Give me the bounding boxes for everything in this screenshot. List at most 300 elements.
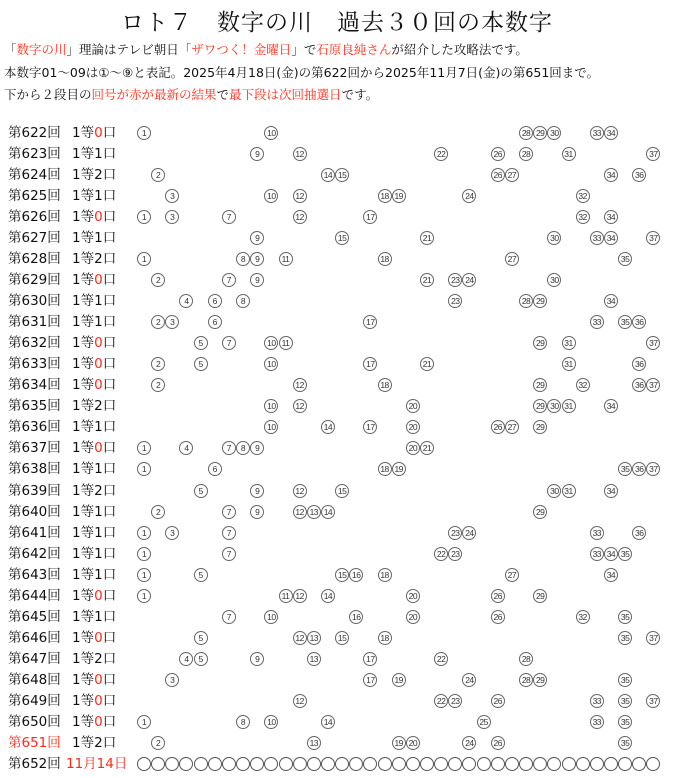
first-prize-winners [72,649,116,670]
drawn-number-circle: 5 [194,568,208,582]
highlight-text: 数字の川 [16,42,67,57]
drawn-number-circle: 18 [378,568,392,582]
winners-count: 1 [94,146,103,163]
drawn-number-circle: 13 [307,505,321,519]
drawn-number-circle: 9 [250,252,264,266]
drawn-number-circle: 35 [618,715,632,729]
drawn-number-circle: 28 [519,673,533,687]
draw-row [0,249,674,270]
winners-suffix: 口 [102,251,117,268]
drawn-number-circle: 12 [293,147,307,161]
drawn-number-circle: 32 [576,189,590,203]
drawn-number-circle: 4 [179,441,193,455]
winners-suffix: 口 [102,503,117,520]
drawn-number-circle: 26 [491,694,505,708]
drawn-number-circle: 21 [420,231,434,245]
drawn-number-circle: 8 [236,294,250,308]
draw-number-label: 第643回 [8,566,61,583]
drawn-number-circle: 18 [378,631,392,645]
drawn-number-circle: 27 [505,252,519,266]
draw-number-label: 第625回 [8,188,61,205]
drawn-number-circle: 18 [378,378,392,392]
winners-prefix: 1等 [72,608,95,625]
winners-prefix: 1等 [72,377,95,394]
drawn-number-circle: 35 [618,673,632,687]
drawn-number-circle: 21 [420,441,434,455]
empty-circle-icon [250,757,264,771]
drawn-number-circle: 10 [264,357,278,371]
drawn-number-circle: 20 [406,420,420,434]
draw-number-label: 第631回 [8,314,61,331]
page-title: ロト７ 数字の川 過去３０回の本数字 [121,10,553,36]
draw-number-label: 第641回 [8,524,61,541]
draw-number-label: 第632回 [8,335,61,352]
drawn-number-circle: 30 [547,126,561,140]
drawn-number-circle: 31 [562,399,576,413]
drawn-number-circle: 3 [165,673,179,687]
empty-circle-icon [151,757,165,771]
drawn-number-circle: 19 [392,462,406,476]
drawn-number-circle: 30 [547,273,561,287]
drawn-number-circle: 10 [264,336,278,350]
drawn-number-circle: 4 [179,652,193,666]
drawn-number-circle: 2 [151,736,165,750]
drawn-number-circle: 7 [222,526,236,540]
drawn-number-circle: 24 [462,736,476,750]
winners-suffix: 口 [102,398,117,415]
first-prize-winners [72,607,116,628]
winners-suffix: 口 [102,566,117,583]
drawn-number-circle: 26 [491,147,505,161]
draw-number-label: 第628回 [8,251,61,268]
drawn-number-circle: 24 [462,189,476,203]
drawn-number-circle: 7 [222,505,236,519]
winners-suffix: 口 [102,440,117,457]
drawn-number-circle: 36 [632,526,646,540]
winners-count: 0 [94,356,103,373]
drawn-number-circle: 17 [363,673,377,687]
winners-suffix: 口 [102,377,117,394]
intro-text: が紹介した攻略法です。 [391,42,528,57]
empty-circle-icon [321,757,335,771]
draw-row [0,628,674,649]
drawn-number-circle: 35 [618,315,632,329]
winners-prefix: 1等 [72,188,95,205]
draw-row [0,312,674,333]
draw-row [0,544,674,565]
drawn-number-circle: 15 [335,484,349,498]
highlight-text: ザワつく！金曜日 [191,42,292,57]
winners-prefix: 1等 [72,314,95,331]
drawn-number-circle: 30 [547,484,561,498]
drawn-number-circle: 10 [264,189,278,203]
empty-circle-icon [533,757,547,771]
drawn-number-circle: 24 [462,526,476,540]
winners-prefix: 1等 [72,251,95,268]
winners-count: 0 [94,440,103,457]
drawn-number-circle: 7 [222,610,236,624]
winners-prefix: 1等 [72,482,95,499]
intro-text: 」で [291,42,317,57]
drawn-number-circle: 27 [505,568,519,582]
first-prize-winners [72,165,116,186]
draw-row [0,417,674,438]
draw-number-label: 第622回 [8,125,61,141]
winners-prefix: 1等 [72,545,95,562]
first-prize-winners [72,438,116,459]
draw-row [0,649,674,670]
drawn-number-circle: 23 [448,273,462,287]
draw-row [0,396,674,417]
winners-count: 1 [94,419,103,436]
drawn-number-circle: 1 [137,568,151,582]
first-prize-winners [72,291,116,312]
drawn-number-circle: 12 [293,378,307,392]
drawn-number-circle: 37 [646,631,660,645]
empty-circle-icon [349,757,363,771]
empty-circle-icon [222,757,236,771]
drawn-number-circle: 36 [632,357,646,371]
drawn-number-circle: 2 [151,168,165,182]
drawn-number-circle: 11 [279,252,293,266]
drawn-number-circle: 3 [165,526,179,540]
draw-number-label: 第646回 [8,629,61,646]
draw-number-label: 第648回 [8,671,61,688]
drawn-number-circle: 2 [151,505,165,519]
draw-row [0,691,674,712]
winners-count: 0 [94,377,103,394]
winners-count: 0 [94,335,103,352]
drawn-number-circle: 20 [406,589,420,603]
winners-count: 1 [94,566,103,583]
drawn-number-circle: 7 [222,336,236,350]
drawn-number-circle: 31 [562,336,576,350]
winners-count: 1 [94,293,103,310]
empty-circle-icon [179,757,193,771]
drawn-number-circle: 37 [646,336,660,350]
drawn-number-circle: 9 [250,231,264,245]
winners-suffix: 口 [102,314,117,331]
winners-count: 0 [94,671,103,688]
drawn-number-circle: 32 [576,378,590,392]
draw-number-label: 第627回 [8,230,61,247]
drawn-number-circle: 33 [590,547,604,561]
drawn-number-circle: 14 [321,420,335,434]
drawn-number-circle: 24 [462,273,476,287]
drawn-number-circle: 10 [264,126,278,140]
drawn-number-circle: 36 [632,168,646,182]
drawn-number-circle: 26 [491,420,505,434]
empty-circle-icon [406,757,420,771]
drawn-number-circle: 33 [590,694,604,708]
drawn-number-circle: 25 [477,715,491,729]
drawn-number-circle: 21 [420,273,434,287]
winners-suffix: 口 [102,629,117,646]
drawn-number-circle: 35 [618,547,632,561]
first-prize-winners [72,502,116,523]
drawn-number-circle: 22 [434,694,448,708]
empty-circle-icon [392,757,406,771]
winners-suffix: 口 [102,524,117,541]
drawn-number-circle: 37 [646,462,660,476]
winners-prefix: 1等 [72,146,95,163]
drawn-number-circle: 12 [293,589,307,603]
drawn-number-circle: 33 [590,715,604,729]
empty-circle-icon [519,757,533,771]
drawn-number-circle: 1 [137,441,151,455]
drawn-number-circle: 22 [434,652,448,666]
drawn-number-circle: 34 [604,126,618,140]
winners-suffix: 口 [102,692,117,709]
drawn-number-circle: 30 [547,399,561,413]
drawn-number-circle: 15 [335,631,349,645]
first-prize-winners [72,312,116,333]
drawn-number-circle: 1 [137,462,151,476]
winners-prefix: 1等 [72,440,95,457]
drawn-number-circle: 34 [604,568,618,582]
draw-number-label: 第651回 [8,734,61,751]
winners-prefix: 1等 [72,461,95,478]
empty-circle-icon [434,757,448,771]
drawn-number-circle: 23 [448,526,462,540]
drawn-number-circle: 19 [392,673,406,687]
drawn-number-circle: 14 [321,715,335,729]
empty-circle-icon [505,757,519,771]
drawn-number-circle: 29 [533,505,547,519]
drawn-number-circle: 33 [590,526,604,540]
empty-circle-icon [646,757,660,771]
draw-row [0,502,674,523]
drawn-number-circle: 10 [264,610,278,624]
winners-prefix: 1等 [72,713,95,730]
winners-prefix: 1等 [72,272,95,289]
draw-row [0,607,674,628]
draw-number-label: 第640回 [8,503,61,520]
drawn-number-circle: 31 [562,147,576,161]
drawn-number-circle: 5 [194,631,208,645]
drawn-number-circle: 26 [491,589,505,603]
first-prize-winners [72,628,116,649]
winners-suffix: 口 [102,419,117,436]
drawn-number-circle: 1 [137,589,151,603]
drawn-number-circle: 1 [137,210,151,224]
empty-circle-icon [632,757,646,771]
first-prize-winners [72,123,116,144]
winners-prefix: 1等 [72,587,95,604]
drawn-number-circle: 35 [618,610,632,624]
draw-row [0,165,674,186]
drawn-number-circle: 3 [165,315,179,329]
draw-number-label: 第624回 [8,167,61,184]
first-prize-winners [72,186,116,207]
drawn-number-circle: 9 [250,441,264,455]
empty-circle-icon [448,757,462,771]
drawn-number-circle: 9 [250,505,264,519]
drawn-number-circle: 31 [562,357,576,371]
first-prize-winners [72,481,116,502]
draw-row [0,270,674,291]
drawn-number-circle: 27 [505,420,519,434]
drawn-number-circle: 35 [618,252,632,266]
empty-circle-icon [236,757,250,771]
drawn-number-circle: 31 [562,484,576,498]
drawn-number-circle: 29 [533,336,547,350]
drawn-number-circle: 12 [293,399,307,413]
drawn-number-circle: 36 [632,378,646,392]
intro-text: 「 [4,42,17,57]
drawn-number-circle: 34 [604,210,618,224]
intro-text: 本数字01～09は①～⑨と表記。2025年4月18日(金)の第622回から2025年11月7日(金)の第651回まで。 [4,65,600,80]
winners-suffix: 口 [102,587,117,604]
winners-count: 0 [94,125,103,141]
empty-circle-icon [562,757,576,771]
drawn-number-circle: 2 [151,315,165,329]
drawn-number-circle: 32 [576,210,590,224]
drawn-number-circle: 16 [349,610,363,624]
next-draw-label: 第652回 [8,755,61,772]
winners-count: 2 [94,734,103,751]
drawn-number-circle: 12 [293,505,307,519]
drawn-number-circle: 29 [533,420,547,434]
winners-count: 1 [94,524,103,541]
winners-suffix: 口 [102,482,117,499]
draw-row [0,481,674,502]
drawn-number-circle: 35 [618,736,632,750]
drawn-number-circle: 26 [491,610,505,624]
draw-number-label: 第629回 [8,272,61,289]
first-prize-winners [72,354,116,375]
first-prize-winners [72,733,116,754]
empty-circle-icon [293,757,307,771]
winners-count: 2 [94,482,103,499]
empty-circle-icon [477,757,491,771]
drawn-number-circle: 10 [264,715,278,729]
empty-circle-icon [420,757,434,771]
first-prize-winners [72,207,116,228]
winners-count: 1 [94,314,103,331]
winners-suffix: 口 [102,671,117,688]
winners-prefix: 1等 [72,293,95,310]
empty-circle-icon [194,757,208,771]
highlight-text: 石原良純さん [316,42,392,57]
draw-number-label: 第638回 [8,461,61,478]
draw-row [0,354,674,375]
intro-text: 」理論はテレビ朝日「 [66,42,192,57]
winners-prefix: 1等 [72,230,95,247]
first-prize-winners [72,270,116,291]
highlight-text: 回号が赤が最新の結果 [91,87,217,102]
drawn-number-circle: 29 [533,378,547,392]
winners-prefix: 1等 [72,503,95,520]
drawn-number-circle: 33 [590,231,604,245]
drawn-number-circle: 29 [533,294,547,308]
empty-circle-icon [547,757,561,771]
winners-count: 2 [94,398,103,415]
drawn-number-circle: 34 [604,399,618,413]
drawn-number-circle: 37 [646,694,660,708]
drawn-number-circle: 1 [137,126,151,140]
winners-suffix: 口 [102,650,117,667]
first-prize-winners [72,333,116,354]
drawn-number-circle: 10 [264,399,278,413]
drawn-number-circle: 34 [604,294,618,308]
draw-row [0,186,674,207]
intro-text: 下から２段目の [4,87,92,102]
drawn-number-circle: 24 [462,673,476,687]
first-prize-winners [72,691,116,712]
draw-number-label: 第623回 [8,146,61,163]
drawn-number-circle: 6 [208,462,222,476]
winners-suffix: 口 [102,167,117,184]
empty-circle-icon [279,757,293,771]
empty-circle-icon [363,757,377,771]
draw-number-label: 第635回 [8,398,61,415]
first-prize-winners [72,459,116,480]
drawn-number-circle: 28 [519,652,533,666]
drawn-number-circle: 20 [406,736,420,750]
drawn-number-circle: 34 [604,168,618,182]
empty-circle-icon [590,757,604,771]
empty-circle-icon [165,757,179,771]
winners-suffix: 口 [102,293,117,310]
drawn-number-circle: 17 [363,210,377,224]
first-prize-winners [72,396,116,417]
draw-number-label: 第637回 [8,440,61,457]
drawn-number-circle: 36 [632,315,646,329]
winners-suffix: 口 [102,125,117,141]
drawn-number-circle: 11 [279,336,293,350]
drawn-number-circle: 8 [236,252,250,266]
drawn-number-circle: 6 [208,294,222,308]
empty-circle-icon [491,757,505,771]
draw-row [0,565,674,586]
drawn-number-circle: 8 [236,715,250,729]
draw-row [0,207,674,228]
drawn-number-circle: 7 [222,210,236,224]
draw-row [0,291,674,312]
drawn-number-circle: 19 [392,189,406,203]
drawn-number-circle: 14 [321,589,335,603]
winners-suffix: 口 [102,209,117,226]
draw-number-label: 第636回 [8,419,61,436]
winners-prefix: 1等 [72,734,95,751]
drawn-number-circle: 2 [151,378,165,392]
drawn-number-circle: 12 [293,189,307,203]
draw-row [0,712,674,733]
empty-circle-icon [378,757,392,771]
drawn-number-circle: 7 [222,273,236,287]
drawn-number-circle: 18 [378,189,392,203]
draw-number-label: 第639回 [8,482,61,499]
drawn-number-circle: 4 [179,294,193,308]
drawn-number-circle: 17 [363,315,377,329]
highlight-text: 最下段は次回抽選日 [229,87,342,102]
empty-circle-icon [462,757,476,771]
draw-row [0,144,674,165]
drawn-number-circle: 12 [293,631,307,645]
winners-prefix: 1等 [72,335,95,352]
first-prize-winners [72,144,116,165]
drawn-number-circle: 5 [194,484,208,498]
drawn-number-circle: 37 [646,231,660,245]
drawn-number-circle: 23 [448,694,462,708]
draw-row [0,333,674,354]
drawn-number-circle: 13 [307,652,321,666]
first-prize-winners [72,586,116,607]
draw-row [0,586,674,607]
drawn-number-circle: 33 [590,126,604,140]
draw-number-label: 第630回 [8,293,61,310]
